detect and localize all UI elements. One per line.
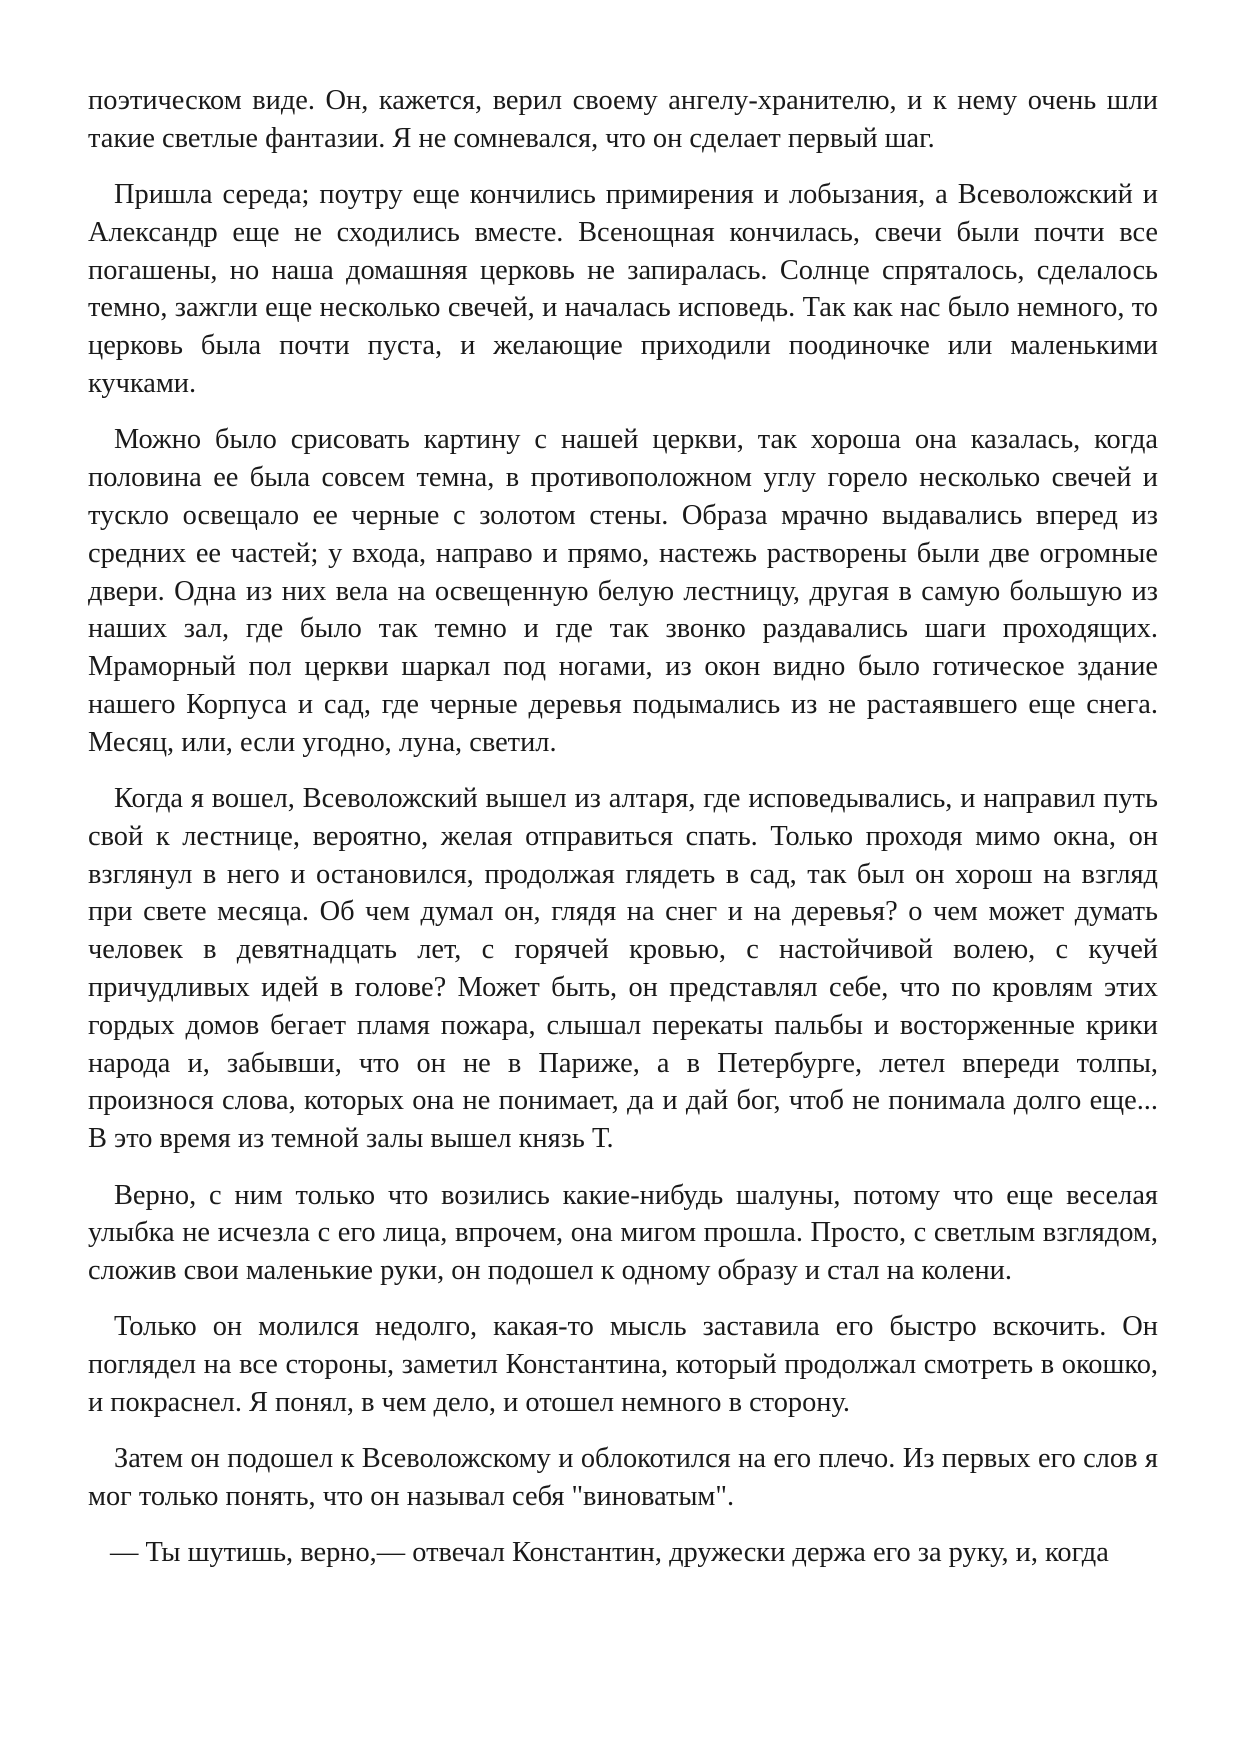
paragraph-8: — Ты шутишь, верно,— отвечал Константин, дружески держа его за руку, и, когда bbox=[110, 1537, 1109, 1569]
paragraph-7: Затем он подошел к Всеволожскому и облокотился на его плечо. Из первых его слов я мог только понять, что он называл себя "виноватым". bbox=[88, 1443, 1158, 1513]
paragraph-5: Верно, с ним только что возились какие-нибудь шалуны, потому что еще веселая улыбка не исчезла с его лица, впрочем, она мигом прошла. Просто, с светлым взглядом, сложив свои маленькие руки, он подошел к одному образу и стал на колени. bbox=[88, 1179, 1158, 1287]
paragraph-4: Когда я вошел, Всеволожский вышел из алтаря, где исповедывались, и направил путь свой к лестнице, вероятно, желая отправиться спать. Только проходя мимо окна, он взглянул в него и остановился, продолжая глядеть в сад, так был он хорош на взгляд при свете месяца. Об чем думал он, глядя на снег и на деревья? о чем может думать человек в девятнадцать лет, с горячей кровью, с настойчивой волею, с кучей причудливых идей в голове? Может быть, он представлял себе, что по кровлям этих гордых домов бегает пламя пожара, слышал перекаты пальбы и восторженные крики народа и, забывши, что он не в Париже, а в Петербурге, летел впереди толпы, произнося слова, которых она не понимает, да и дай бог, чтоб не понимала долго еще... В это время из темной залы вышел князь Т. bbox=[88, 783, 1158, 1155]
paragraph-6: Только он молился недолго, какая-то мысль заставила его быстро вскочить. Он поглядел на все стороны, заметил Константина, который продолжал смотреть в окошко, и покраснел. Я понял, в чем дело, и отошел немного в сторону. bbox=[88, 1311, 1158, 1418]
paragraph-2: Пришла середа; поутру еще кончились примирения и лобызания, а Всеволожский и Александр еще не сходились вместе. Всенощная кончилась, свечи были почти все погашены, но наша домашняя церковь не запиралась. Солнце спряталось, сделалось темно, зажгли еще несколько свечей, и началась исповедь. Так как нас было немного, то церковь была почти пуста, и желающие приходили поодиночке или маленькими кучками. bbox=[88, 179, 1158, 400]
paragraph-1: поэтическом виде. Он, кажется, верил своему ангелу-хранителю, и к нему очень шли такие светлые фантазии. Я не сомневался, что он сделает первый шаг. bbox=[88, 85, 1158, 154]
paragraph-3: Можно было срисовать картину с нашей церкви, так хороша она казалась, когда половина ее была совсем темна, в противоположном углу горело несколько свечей и тускло освещало ее черные с золотом стены. Образа мрачно выдавались вперед из средних ее частей; у входа, направо и прямо, настежь растворены были две огромные двери. Одна из них вела на освещенную белую лестницу, другая в самую большую из наших зал, где было так темно и где так звонко раздавались шаги проходящих. Мраморный пол церкви шаркал под ногами, из окон видно было готическое здание нашего Корпуса и сад, где черные деревья подымались из не растаявшего еще снега. Месяц, или, если угодно, луна, светил. bbox=[88, 424, 1158, 758]
document-page bbox=[88, 82, 1158, 1572]
